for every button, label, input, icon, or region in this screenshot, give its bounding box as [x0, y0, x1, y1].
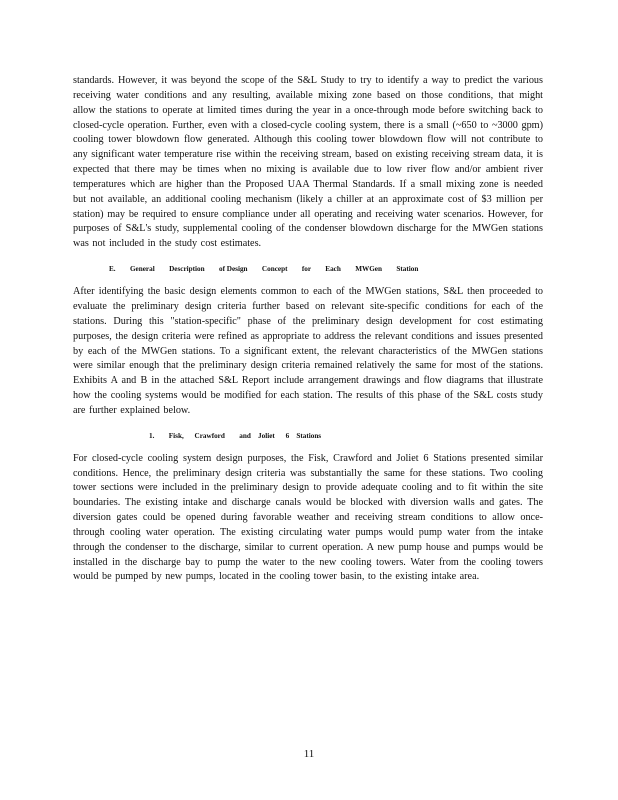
paragraph-mixing-zone: standards. However, it was beyond the scope of the S&L Study to try to identify a way to predict the various receiving water conditions and any resulting, available mixing zone based on those conditions, that might allow the stations to operate at limited times during the year in a once-through mode before switching back to closed-cycle operation. Further, even with a closed-cycle cooling system, there is a small (~650 to ~3000 gpm) cooling tower blowdown flow generated. Although this cooling tower blowdown flow will not contribute to any significant water temperature rise within the receiving stream, based on existing receiving stream data, it is expected that there may be times when no mixing is available due to low river flow and/or ambient river temperatures which are higher than the Proposed UAA Thermal Standards. If a small mixing zone is needed but not available, an additional cooling mechanism (likely a chiller at an approximate cost of $3 million per station) may be required to ensure compliance under all operating and receiving water scenarios. However, for purposes of S&L's study, supplemental cooling of the condenser blowdown discharge for the MWGen stations was not included in the study cost estimates. — [73, 75, 543, 250]
page-body — [73, 74, 543, 585]
paragraph-fisk-crawford-joliet: For closed-cycle cooling system design purposes, the Fisk, Crawford and Joliet 6 Stations presented similar conditions. Hence, the preliminary design criteria was substantially the same for these stations. Two cooling tower sections were included in the preliminary design to provide adequate cooling and to fit within the site boundaries. The existing intake and discharge canals would be blocked with diversion walls and gates. The diversion gates could be opened during favorable weather and receiving stream conditions to allow once-through cooling water operation. The existing circulating water pumps would pump water from the intake through the condenser to the discharge, similar to current operation. A new pump house and pumps would be installed in the discharge bay to pump the water to the new cooling towers. Water from the cooling towers would be pumped by new pumps, located in the cooling tower basin, to the existing intake area. — [73, 452, 543, 583]
paragraph-design-concept: After identifying the basic design elements common to each of the MWGen stations, S&L then proceeded to evaluate the preliminary design criteria further based on relevant site-specific conditions for each of the stations. During this "station-specific" phase of the preliminary design development for cost estimating purposes, the design criteria were refined as appropriate to address the relevant conditions and issues presented by each of the MWGen stations. To a significant extent, the relevant characteristics of the MWGen stations were similar enough that the preliminary design criteria remained relatively the same for most of the stations. Exhibits A and B in the attached S&L Report include arrangement drawings and flow diagrams that illustrate how the cooling systems would be modified for each station. The results of this phase of the S&L costs study are further explained below. — [73, 286, 543, 416]
section-heading-e: E. General Description of Design Concept for Each MWGen Station — [109, 265, 419, 274]
page-number: 11 — [303, 748, 315, 760]
subsection-heading-1: 1. Fisk, Crawford and Joliet 6 Stations — [149, 431, 322, 440]
